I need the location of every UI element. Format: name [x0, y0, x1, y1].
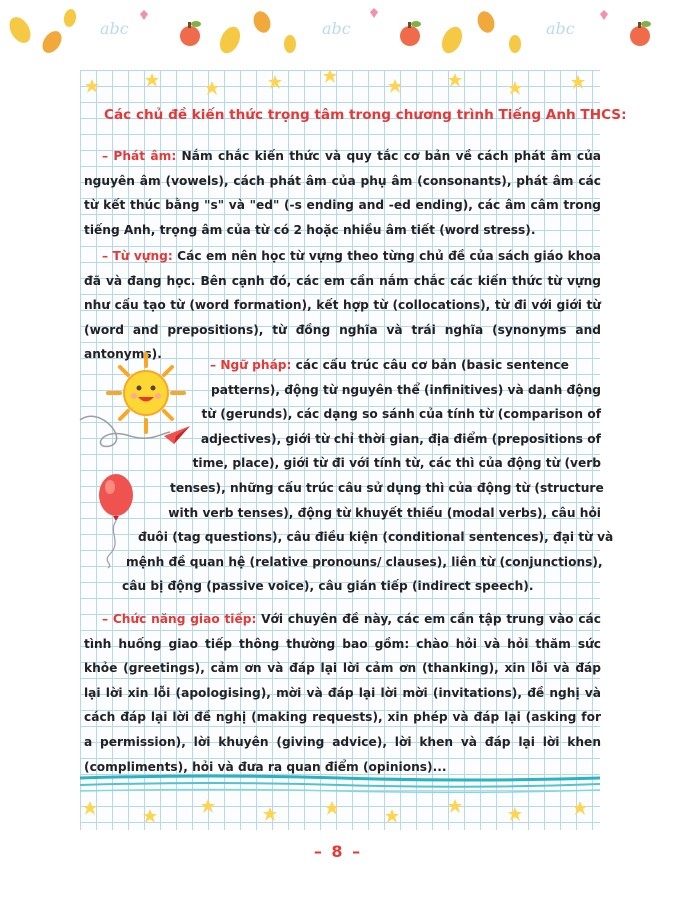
paragraph-label: – Phát âm: — [102, 149, 177, 163]
sun-plane-balloon-illustration — [70, 350, 220, 570]
page-number: – 8 – — [313, 842, 363, 861]
wave-divider — [80, 772, 600, 796]
grammar-line: đuôi (tag questions), câu điều kiện (conditional sentences), đại từ và — [138, 530, 614, 545]
grammar-line: time, place), giới từ đi với tính từ, các thì của động từ (verb — [192, 456, 601, 471]
balloon-icon — [99, 474, 133, 568]
grammar-line: câu bị động (passive voice), câu gián tiếp (indirect speech). — [122, 579, 534, 594]
paragraph-vocabulary — [84, 244, 601, 367]
svg-text:abc: abc — [322, 19, 351, 38]
paragraph-label: – Từ vựng: — [102, 249, 173, 263]
paragraph-label: – Chức năng giao tiếp: — [102, 612, 257, 626]
sun-icon — [108, 354, 184, 432]
paragraph-text: Các em nên học từ vựng theo từng chủ đề của sách giáo khoa đã và đang học. Bên cạnh đó, các em cần nắm chắc các kiến thức từ vựng như cấu tạo từ (word formation), kết hợp từ (collocations), từ đi với giới từ (word and prepositions), từ đồng nghĩa và trái nghĩa (synonyms and antonyms). — [84, 249, 601, 362]
grammar-line: patterns), động từ nguyên thể (infinitives) và danh động — [211, 382, 601, 397]
grammar-line: tenses), những cấu trúc câu sử dụng thì của động từ (structure — [170, 481, 604, 495]
grammar-line: adjectives), giới từ chỉ thời gian, địa điểm (prepositions of — [200, 431, 601, 446]
section-heading: Các chủ đề kiến thức trọng tâm trong chương trình Tiếng Anh THCS: — [104, 107, 627, 123]
svg-text:abc: abc — [546, 19, 575, 38]
svg-text:abc: abc — [100, 19, 129, 38]
grammar-line: mệnh đề quan hệ (relative pronouns/ clauses), liên từ (conjunctions), — [126, 554, 603, 569]
leaf-pattern — [5, 8, 651, 56]
paragraph-text: Với chuyên đề này, các em cần tập trung vào các tình huống giao tiếp thông thường bao gồm: chào hỏi và hỏi thăm sức khỏe (greetings), cảm ơn và đáp lại lời cảm ơn (thanking), xin lỗi và đáp lại lời xin lỗi (apologising), mời và đáp lại lời mời (invitations), đề nghị và cách đáp lại lời đề nghị (making requests), xin phép và đáp lại (asking for a permission), lời khuyên (giving advice), lời khen và đáp lại lời khen (compliments), hỏi và đưa ra quan điểm (opinions)... — [84, 612, 601, 774]
paragraph-label: – Ngữ pháp: — [210, 358, 292, 372]
paper-plane-icon — [164, 426, 190, 444]
paragraph-pronunciation — [84, 144, 601, 242]
top-decorative-border — [0, 0, 676, 62]
paragraph-text: Nắm chắc kiến thức và quy tắc cơ bản về cách phát âm của nguyên âm (vowels), cách phát âm của phụ âm (consonants), phát âm các từ kết thúc bằng "s" và "ed" (-s ending and -ed ending), các âm câm trong tiếng Anh, trọng âm của từ có 2 hoặc nhiều âm tiết (word stress). — [84, 149, 601, 237]
grammar-line: with verb tenses), động từ khuyết thiếu (modal verbs), câu hỏi — [168, 505, 601, 520]
grammar-line — [210, 353, 601, 378]
paragraph-communication — [84, 607, 601, 779]
grammar-line-text: các cấu trúc câu cơ bản (basic sentence — [291, 358, 569, 372]
grammar-line: từ (gerunds), các dạng so sánh của tính từ (comparison of — [201, 407, 601, 422]
